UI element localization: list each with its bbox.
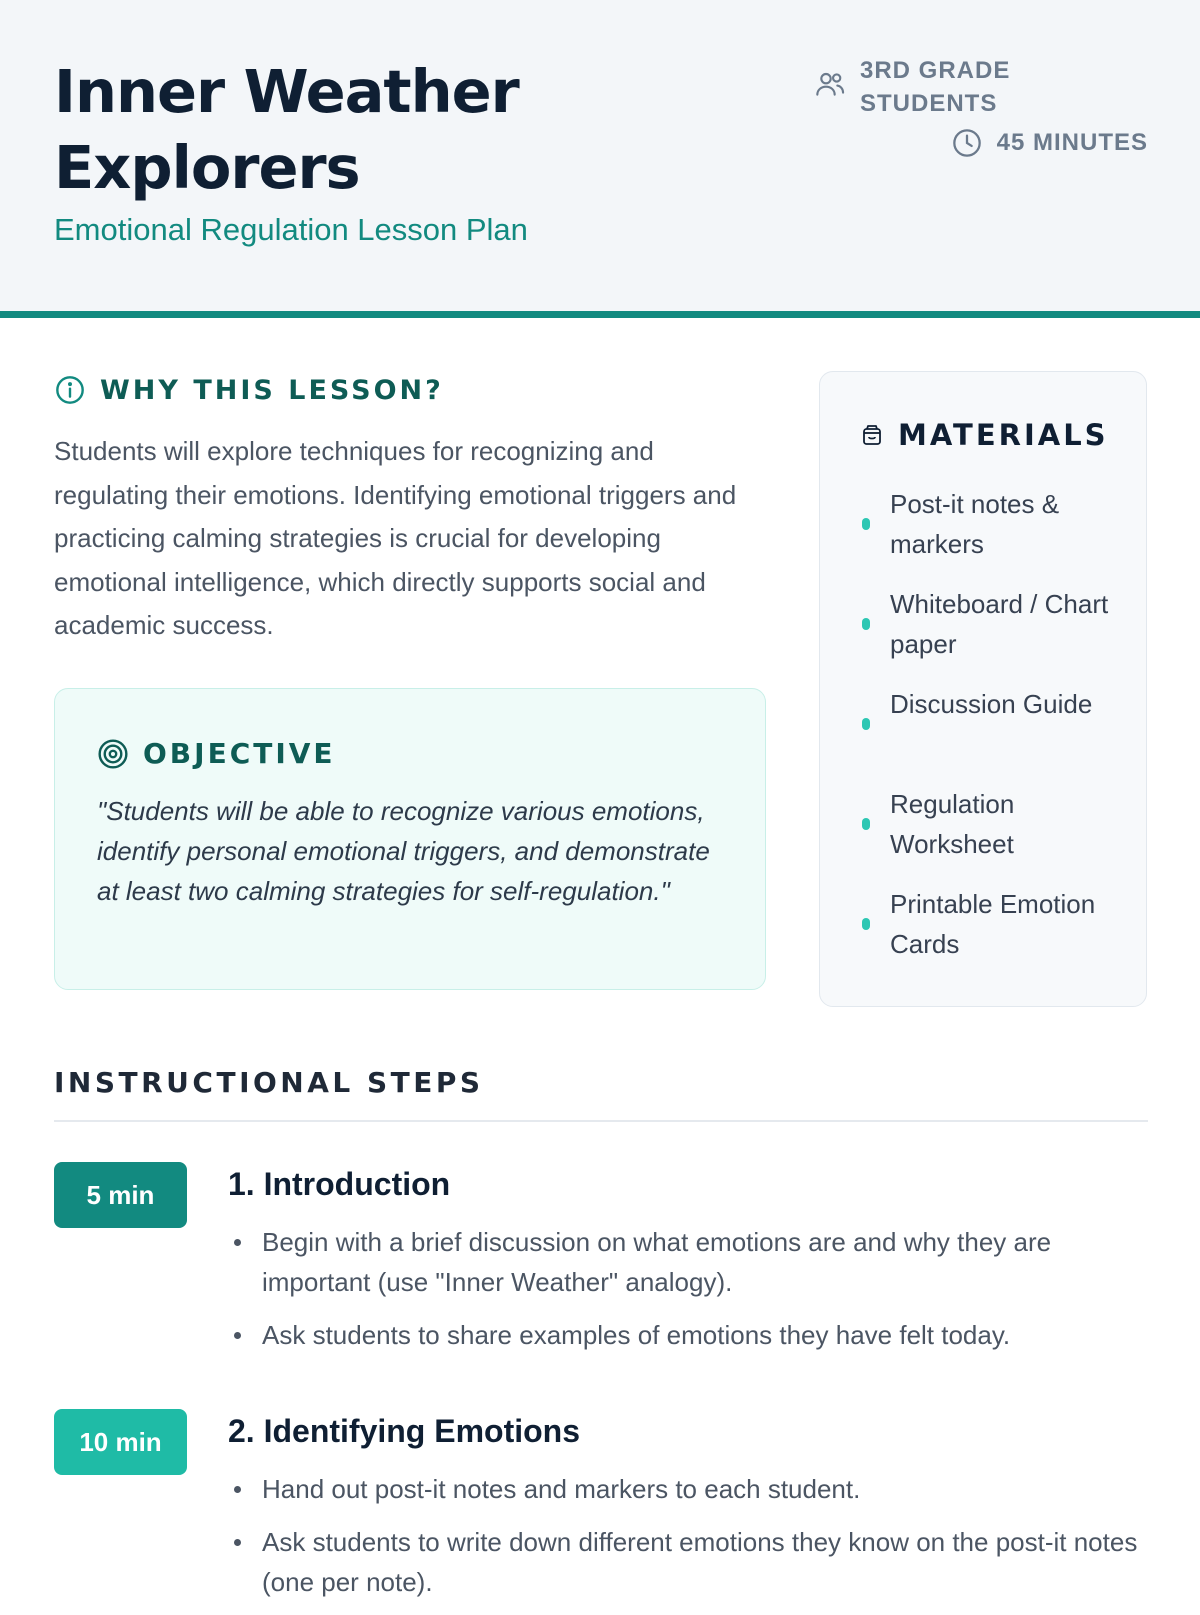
- step-bullets: [228, 1469, 1148, 1615]
- objective-title: [97, 737, 336, 770]
- material-item: Post-it notes & markers: [860, 484, 1120, 584]
- step-bullet: Ask students to write down different emotions they know on the post-it notes (one per note).: [228, 1522, 1148, 1602]
- objective-title-text: OBJECTIVE: [143, 737, 336, 770]
- audience-meta: [814, 54, 1030, 120]
- time-badge: 10 min: [54, 1409, 187, 1475]
- clock-icon: [951, 127, 983, 159]
- audience-label: 3RD GRADE STUDENTS: [860, 57, 1011, 117]
- why-section-title: [54, 374, 444, 406]
- page-title: Inner Weather Explorers: [54, 57, 519, 202]
- steps-divider: [54, 1120, 1148, 1122]
- materials-title: [860, 418, 1109, 452]
- material-item: Whiteboard / Chart paper: [860, 584, 1120, 684]
- step-bullet: Begin with a brief discussion on what emotions are and why they are important (use "Inner Weather" analogy).: [228, 1222, 1148, 1302]
- material-item: Discussion Guide: [860, 684, 1120, 784]
- why-title-text: WHY THIS LESSON?: [100, 374, 444, 406]
- duration-meta: [951, 126, 1148, 159]
- duration-label: 45 MINUTES: [996, 129, 1148, 156]
- objective-card: [54, 688, 766, 990]
- lesson-header: [0, 0, 1200, 318]
- info-icon: [54, 374, 86, 406]
- target-icon: [97, 738, 129, 770]
- bag-icon: [860, 422, 884, 448]
- materials-card: [819, 371, 1147, 1007]
- material-item: Regulation Worksheet: [860, 784, 1120, 884]
- page-subtitle: Emotional Regulation Lesson Plan: [54, 212, 528, 247]
- step-heading: 2. Identifying Emotions: [228, 1413, 581, 1449]
- time-badge: 5 min: [54, 1162, 187, 1228]
- steps-section-title: INSTRUCTIONAL STEPS: [54, 1066, 484, 1099]
- step-bullet: Ask students to share examples of emotions they have felt today.: [228, 1315, 1148, 1355]
- step-heading: 1. Introduction: [228, 1166, 451, 1202]
- users-icon: [814, 68, 846, 100]
- step-bullets: [228, 1222, 1148, 1368]
- materials-list: [860, 484, 1120, 984]
- material-item: Printable Emotion Cards: [860, 884, 1120, 984]
- materials-title-text: MATERIALS: [898, 418, 1109, 452]
- why-text: Students will explore techniques for recognizing and regulating their emotions. Identifying emotional triggers and practicing calming strategies is crucial for developing emotional intelligence, which directly supports social and academic success.: [54, 436, 737, 640]
- step-bullet: Hand out post-it notes and markers to each student.: [228, 1469, 1148, 1509]
- objective-text: "Students will be able to recognize various emotions, identify personal emotional triggers, and demonstrate at least two calming strategies for self-regulation.": [97, 796, 710, 906]
